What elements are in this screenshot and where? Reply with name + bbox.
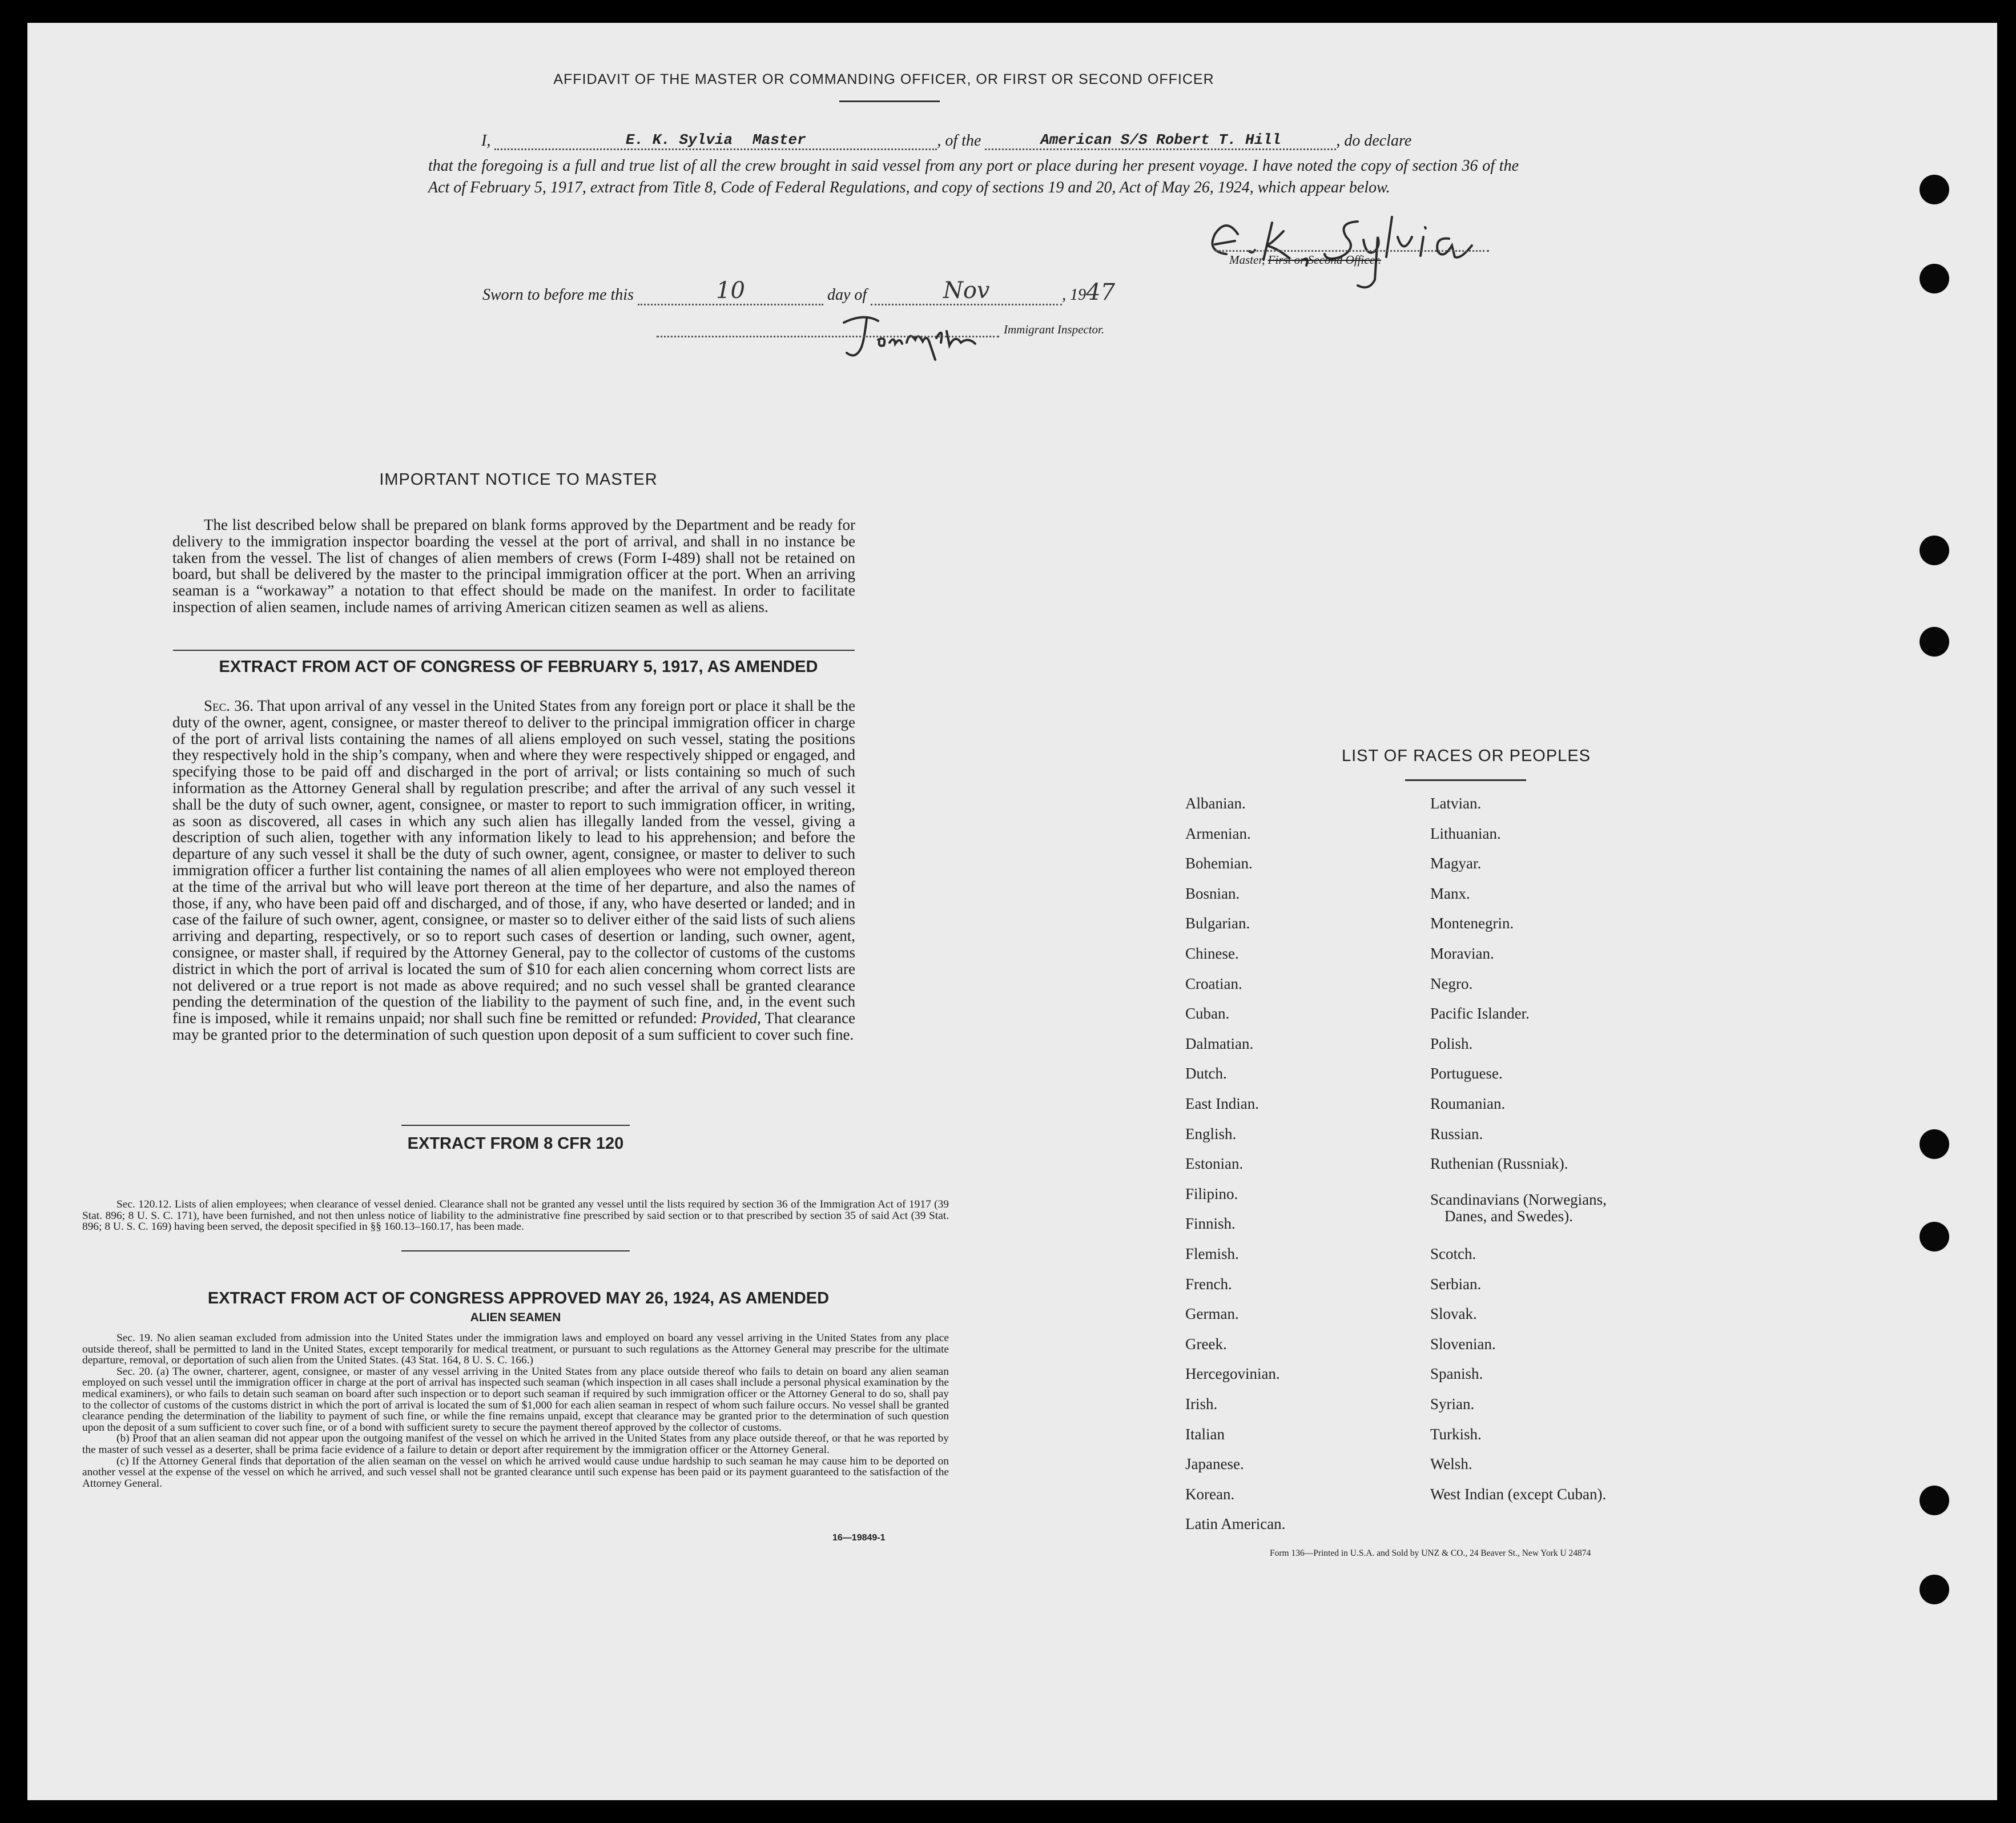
- race-item: Welsh.: [1430, 1455, 1472, 1473]
- race-item: Manx.: [1430, 884, 1470, 902]
- race-item: Latvian.: [1430, 795, 1482, 812]
- race-item: Russian.: [1430, 1125, 1483, 1142]
- race-item: Hercegovinian.: [1185, 1365, 1280, 1383]
- races-heading: LIST OF RACES OR PEOPLES: [1341, 747, 1591, 765]
- race-item: Croatian.: [1185, 975, 1242, 992]
- race-item: Dalmatian.: [1185, 1035, 1254, 1052]
- race-item: Greek.: [1185, 1335, 1227, 1353]
- sworn-month-field: [871, 277, 1062, 305]
- inspector-signature-line: [657, 336, 999, 337]
- race-item: Cuban.: [1185, 1005, 1230, 1023]
- sworn-month: Nov: [943, 277, 990, 304]
- sworn-line: Sworn to before me this 10 day of Nov , 1947: [482, 277, 1116, 305]
- race-item: Serbian.: [1430, 1275, 1482, 1293]
- sworn-day-field: [638, 277, 823, 305]
- declarant-field: [494, 130, 937, 150]
- sec-19-text: Sec. 19. No alien seaman excluded from admission into the United States under the immigration laws and employed on board any vessel arriving in the United States from any place outside thereof, shall be permitted to land in the United States, except temporarily for medical treatment, or pursuant to such regulations as the Attorney General may prescribe for the ultimate departure, removal, or deportation of such alien from the United States. (43 Stat. 164, 8 U. S. C. 166.): [82, 1332, 949, 1367]
- punch-hole: [1920, 627, 1949, 657]
- race-item: Armenian.: [1185, 824, 1251, 842]
- punch-hole: [1920, 175, 1949, 204]
- vessel-field: [985, 130, 1336, 150]
- divider: [1405, 779, 1526, 781]
- punch-hole: [1920, 536, 1949, 565]
- punch-hole: [1920, 1486, 1949, 1515]
- vessel-name: American S/S Robert T. Hill: [1040, 131, 1281, 148]
- race-item: Montenegrin.: [1430, 915, 1514, 932]
- race-item: Irish.: [1185, 1395, 1218, 1412]
- race-item: Bulgarian.: [1185, 915, 1250, 932]
- notice-heading: IMPORTANT NOTICE TO MASTER: [379, 470, 658, 489]
- race-item: Korean.: [1185, 1485, 1235, 1503]
- race-item: Latin American.: [1185, 1515, 1286, 1533]
- race-item: Syrian.: [1430, 1395, 1475, 1412]
- race-item: Pacific Islander.: [1430, 1005, 1530, 1023]
- sec-20b-text: (b) Proof that an alien seaman did not appear upon the outgoing manifest of the vessel on which he arrived in the United States from any place outside thereof, or that he was reported by the master of such vessel as a deserter, shall be prima facie evidence of a failure to detain or deport after requirement by the immigration officer or the Attorney General.: [82, 1432, 949, 1456]
- inspector-label: Immigrant Inspector.: [1004, 323, 1105, 336]
- notice-text: The list described below shall be prepared on blank forms approved by the Department and be ready for delivery to the immigration inspector boarding the vessel at the port of arrival, and shall in no instance be taken from the vessel. The list of changes of alien members of crews (Form I-489) shall not be retained on board, but shall be delivered by the master to the principal immigration officer at the port. When an arriving seaman is a “workaway” a notation to that effect should be made on the manifest. In order to facilitate inspection of alien seamen, include names of arriving American citizen seamen as well as aliens.: [172, 516, 855, 615]
- race-item: Danes, and Swedes).: [1444, 1208, 1573, 1225]
- race-item: Scandinavians (Norwegians,: [1430, 1191, 1607, 1208]
- race-item: Spanish.: [1430, 1365, 1483, 1383]
- master-caption: Master, First or Second Officer.: [1229, 253, 1381, 267]
- race-item: East Indian.: [1185, 1095, 1259, 1112]
- race-item: West Indian (except Cuban).: [1430, 1485, 1607, 1503]
- race-item: Slovak.: [1430, 1305, 1477, 1323]
- divider: [401, 1125, 630, 1126]
- punch-hole: [1920, 264, 1949, 293]
- race-item: Filipino.: [1185, 1185, 1238, 1202]
- divider: [839, 100, 940, 102]
- extract-1917-heading: EXTRACT FROM ACT OF CONGRESS OF FEBRUARY 5, 1917, AS AMENDED: [219, 658, 818, 676]
- race-item: Lithuanian.: [1430, 824, 1501, 842]
- race-item: French.: [1185, 1275, 1232, 1293]
- race-item: Polish.: [1430, 1035, 1473, 1052]
- race-item: Roumanian.: [1430, 1095, 1506, 1112]
- race-item: Finnish.: [1185, 1215, 1236, 1233]
- declaration-line: I, E. K. Sylvia Master , of the American S/S Robert T. Hill , do declare: [481, 131, 1412, 150]
- race-item: Moravian.: [1430, 945, 1494, 962]
- sworn-year: 47: [1086, 279, 1116, 305]
- race-item: Ruthenian (Russniak).: [1430, 1155, 1568, 1173]
- race-item: English.: [1185, 1125, 1237, 1142]
- printer-credit: Form 136—Printed in U.S.A. and Sold by UNZ & CO., 24 Beaver St., New York U 24874: [1270, 1548, 1591, 1558]
- race-item: Scotch.: [1430, 1245, 1476, 1262]
- race-item: German.: [1185, 1305, 1239, 1323]
- divider: [173, 650, 855, 651]
- declarant-title: Master: [753, 131, 806, 148]
- race-item: Flemish.: [1185, 1245, 1239, 1262]
- race-item: Bohemian.: [1185, 855, 1253, 872]
- extract-cfr-heading: EXTRACT FROM 8 CFR 120: [407, 1134, 624, 1153]
- sec-20c-text: (c) If the Attorney General finds that deportation of the alien seaman on the vessel on which he arrived would cause undue hardship to such seaman he may cause him to be deported on another vessel at the expense of the vessel on which he arrived, and such vessel shall not be granted clearance until such expense has been paid or its payment guaranteed to the satisfaction of the Attorney General.: [82, 1455, 949, 1490]
- sec-20a-text: Sec. 20. (a) The owner, charterer, agent, consignee, or master of any vessel arriving in the United States from any place outside thereof who fails to detain on board any alien seaman employed on such vessel until the immigration officer in charge at the port of arrival has inspected such seaman (which inspection in all cases shall include a personal physical examination by the medical examiners), or who fails to detain such seaman on board after such inspection or to deport such seaman if required by such immigration officer or the Attorney General to do so, shall pay to the collector of customs of the customs district in which the port of arrival is located the sum of $1,000 for each alien seaman in respect of whom such failure occurs. No vessel shall be granted clearance pending the determination of the liability to payment of such fine, or while the fine remains unpaid, except that clearance may be granted prior to the determination of such question upon the deposit of a sum sufficient to cover such fine, or of a bond with sufficient surety to secure the payment thereof approved by the collector of customs.: [82, 1365, 949, 1434]
- punch-hole: [1920, 1222, 1949, 1251]
- form-code: 16—19849-1: [832, 1533, 886, 1543]
- race-item: Albanian.: [1185, 795, 1246, 812]
- extract-1924-heading: EXTRACT FROM ACT OF CONGRESS APPROVED MAY 26, 1924, AS AMENDED: [207, 1289, 830, 1307]
- extract-cfr-text: Sec. 120.12. Lists of alien employees; when clearance of vessel denied. Clearance shall not be granted any vessel until the lists required by section 36 of the Immigration Act of 1917 (39 Stat. 896; 8 U. S. C. 171), have been furnished, and not then unless notice of liability to the administrative fine prescribed by said section or to that prescribed by section 35 of said Act (39 Stat. 896; 8 U. S. C. 169) having been served, the deposit specified in §§ 160.13–160.17, has been made.: [82, 1198, 949, 1233]
- punch-hole: [1920, 1575, 1949, 1604]
- race-item: Slovenian.: [1430, 1335, 1496, 1353]
- race-item: Japanese.: [1185, 1455, 1244, 1473]
- race-item: Magyar.: [1430, 855, 1482, 872]
- race-item: Italian: [1185, 1425, 1225, 1443]
- master-signature-line: [1215, 250, 1489, 252]
- race-item: Dutch.: [1185, 1065, 1227, 1082]
- sec-36-label: Sec. 36.: [204, 697, 254, 714]
- sworn-day: 10: [716, 277, 745, 304]
- punch-hole: [1920, 1129, 1949, 1159]
- extract-1924-text: [82, 1333, 949, 1489]
- race-item: Portuguese.: [1430, 1065, 1503, 1082]
- race-item: Bosnian.: [1185, 884, 1240, 902]
- extract-1924-subheading: ALIEN SEAMEN: [470, 1311, 561, 1324]
- extract-1917-text: Sec. 36. That upon arrival of any vessel in the United States from any foreign port or place it shall be the duty of the owner, agent, consignee, or master thereof to deliver to the principal immigration officer in charge of the port of arrival lists containing the names of all aliens employed on such vessel, stating the positions they respectively hold in the ship’s company, when and where they were respectively shipped or engaged, and specifying those to be paid off and discharged in the port of arrival; or lists containing so much of such information as the Attorney General shall by regulation prescribe; and after the arrival of any such vessel it shall be the duty of such owner, agent, consignee, or master to report to such immigration officer, in writing, as soon as discovered, all cases in which any such alien has illegally landed from the vessel, giving a description of such alien, together with any information likely to lead to his apprehension; and before the departure of any such vessel it shall be the duty of such owner, agent, consignee, or master to deliver to such immigration officer a further list containing the names of all alien employees who were not employed thereon at the time of the arrival but who will leave port thereon at the time of her departure, and also the names of those, if any, who have been paid off and discharged, and of those, if any, who have deserted or landed; and in case of the failure of such owner, agent, consignee, or master so to deliver either of the said lists of such aliens arriving and departing, respectively, or so to report such cases of desertion or landing, such owner, agent, consignee, or master shall, if required by the Attorney General, pay to the collector of customs of the customs district in which the port of arrival is located the sum of $10 for each alien concerning whom correct lists are not delivered or a true report is not made as above required; and no such vessel shall be granted clearance pending the determination of the question of the liability to the payment of such fine, and, in the event such fine is imposed, while it remains unpaid; nor shall such fine be remitted or refunded: Provided, That clearance may be granted prior to the determination of such question upon deposit of a sum sufficient to cover such fine.: [172, 697, 856, 1043]
- affidavit-title: AFFIDAVIT OF THE MASTER OR COMMANDING OFFICER, OR FIRST OR SECOND OFFICER: [553, 71, 1214, 87]
- race-item: Chinese.: [1185, 945, 1239, 962]
- race-item: Turkish.: [1430, 1425, 1482, 1443]
- race-item: Estonian.: [1185, 1155, 1244, 1173]
- declarant-name: E. K. Sylvia: [625, 131, 733, 148]
- divider: [401, 1250, 630, 1251]
- document-page: [27, 23, 1997, 1800]
- race-item: Negro.: [1430, 975, 1473, 992]
- declaration-body: that the foregoing is a full and true list of all the crew brought in said vessel from any port or place during her present voyage. I have noted the copy of section 36 of the Act of February 5, 1917, extract from Title 8, Code of Federal Regulations, and copy of sections 19 and 20, Act of May 26, 1924, which appear below.: [428, 157, 1519, 196]
